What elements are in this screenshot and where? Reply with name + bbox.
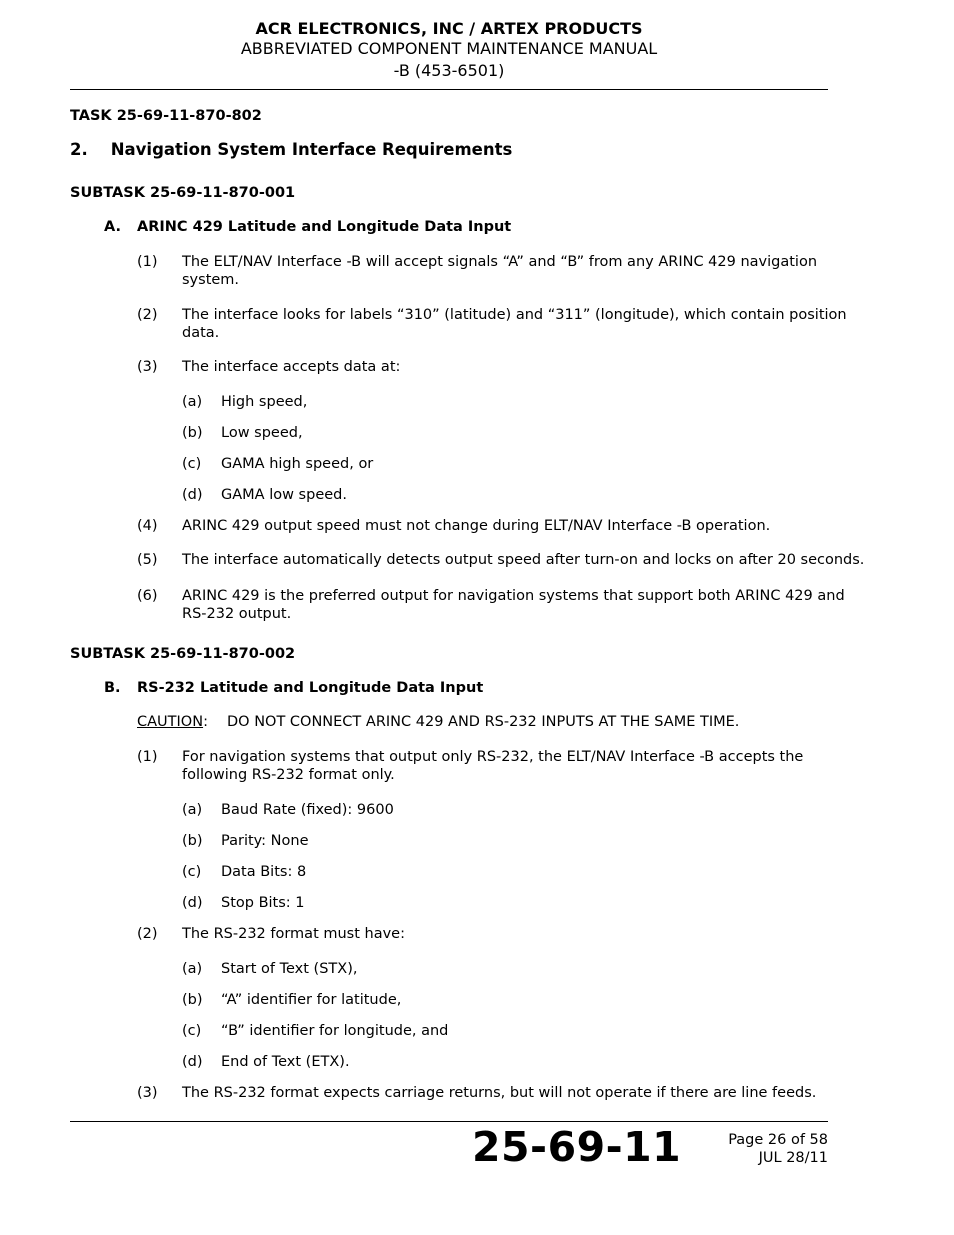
subitem-text: High speed, [221, 394, 308, 410]
item-number: (2) [137, 307, 158, 323]
subitem-text: Low speed, [221, 425, 303, 441]
subitem-text: Baud Rate (fixed): 9600 [221, 802, 394, 818]
item-text: The interface looks for labels “310” (latitude) and “311” (longitude), which contain position [182, 307, 847, 323]
subtask-label: SUBTASK 25-69-11-870-002 [70, 646, 296, 662]
section-title: 2. Navigation System Interface Requirements [70, 140, 513, 159]
header-model: -B (453-6501) [393, 61, 505, 80]
subitem-text: Stop Bits: 1 [221, 895, 305, 911]
revision-date: JUL 28/11 [758, 1150, 828, 1166]
subitem-text: Data Bits: 8 [221, 864, 307, 880]
subitem-text: Parity: None [221, 833, 309, 849]
header-divider [70, 89, 828, 90]
item-text: system. [182, 272, 240, 288]
item-text: The ELT/NAV Interface -B will accept signals “A” and “B” from any ARINC 429 navigation [182, 254, 818, 270]
item-number: (5) [137, 552, 158, 568]
subtask-label: SUBTASK 25-69-11-870-001 [70, 185, 296, 201]
caution-word: CAUTION [137, 714, 204, 730]
heading-letter: B. [104, 680, 121, 696]
subitem-letter: (d) [182, 1054, 203, 1070]
caution-text: DO NOT CONNECT ARINC 429 AND RS-232 INPUTS AT THE SAME TIME. [227, 714, 740, 730]
subitem-text: End of Text (ETX). [221, 1054, 350, 1070]
item-number: (3) [137, 359, 158, 375]
subitem-text: GAMA high speed, or [221, 456, 374, 472]
item-text: For navigation systems that output only RS-232, the ELT/NAV Interface -B accepts the [182, 749, 804, 765]
subitem-text: “A” identifier for latitude, [221, 992, 402, 1008]
document-number: 25-69-11 [472, 1123, 682, 1171]
subitem-letter: (c) [182, 864, 202, 880]
item-number: (6) [137, 588, 158, 604]
footer-divider [70, 1121, 828, 1122]
subsection-heading: ARINC 429 Latitude and Longitude Data Input [137, 219, 512, 235]
item-text: The RS-232 format expects carriage returns, but will not operate if there are line feeds. [182, 1085, 817, 1101]
header-manual-title: ABBREVIATED COMPONENT MAINTENANCE MANUAL [240, 39, 658, 58]
subitem-text: Start of Text (STX), [221, 961, 358, 977]
caution-label [137, 713, 208, 731]
subitem-letter: (a) [182, 961, 203, 977]
item-number: (2) [137, 926, 158, 942]
subitem-letter: (b) [182, 833, 203, 849]
subitem-letter: (b) [182, 425, 203, 441]
header-company: ACR ELECTRONICS, INC / ARTEX PRODUCTS [255, 19, 643, 38]
item-number: (1) [137, 254, 158, 270]
item-text: The interface accepts data at: [182, 359, 401, 375]
item-text: ARINC 429 output speed must not change during ELT/NAV Interface -B operation. [182, 518, 771, 534]
subitem-text: “B” identifier for longitude, and [221, 1023, 449, 1039]
item-number: (1) [137, 749, 158, 765]
item-number: (3) [137, 1085, 158, 1101]
page-number: Page 26 of 58 [728, 1132, 828, 1148]
subitem-letter: (d) [182, 487, 203, 503]
item-text: data. [182, 325, 220, 341]
subitem-text: GAMA low speed. [221, 487, 347, 503]
subitem-letter: (b) [182, 992, 203, 1008]
subitem-letter: (a) [182, 802, 203, 818]
subitem-letter: (c) [182, 456, 202, 472]
item-text: The RS-232 format must have: [182, 926, 405, 942]
item-number: (4) [137, 518, 158, 534]
item-text: following RS-232 format only. [182, 767, 395, 783]
heading-letter: A. [104, 219, 121, 235]
item-text: The interface automatically detects output speed after turn-on and locks on after 20 seconds. [182, 552, 865, 568]
caution-colon: : [203, 714, 208, 730]
subitem-letter: (d) [182, 895, 203, 911]
task-label: TASK 25-69-11-870-802 [70, 108, 262, 124]
item-text: RS-232 output. [182, 606, 292, 622]
subitem-letter: (a) [182, 394, 203, 410]
subitem-letter: (c) [182, 1023, 202, 1039]
subsection-heading: RS-232 Latitude and Longitude Data Input [137, 680, 484, 696]
item-text: ARINC 429 is the preferred output for navigation systems that support both ARINC 429 and [182, 588, 845, 604]
